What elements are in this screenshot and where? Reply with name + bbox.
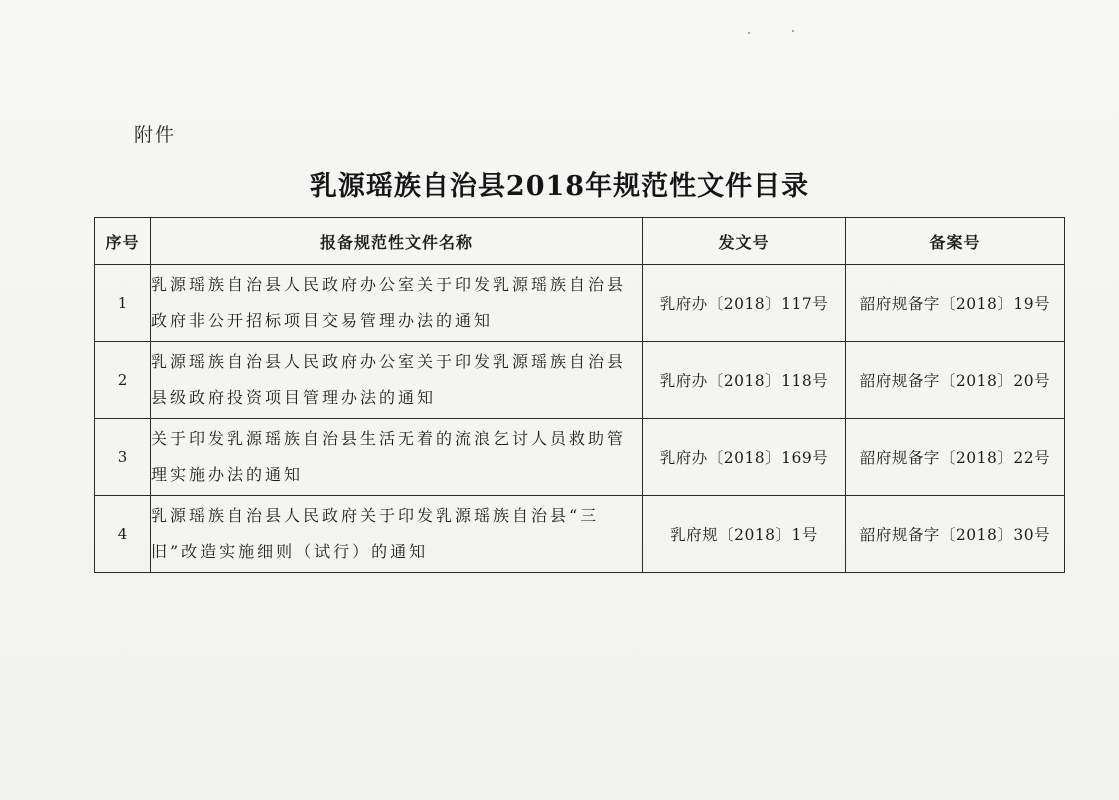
row-record-number: 韶府规备字〔2018〕20号 — [846, 342, 1065, 419]
row-issue-number: 乳府办〔2018〕169号 — [643, 419, 846, 496]
row-index: 2 — [95, 342, 151, 419]
row-index: 4 — [95, 496, 151, 573]
header-issue-number: 发文号 — [643, 218, 846, 265]
row-document-name: 乳源瑶族自治县人民政府办公室关于印发乳源瑶族自治县县级政府投资项目管理办法的通知 — [151, 342, 643, 419]
table-header-row — [95, 218, 1065, 265]
header-index: 序号 — [95, 218, 151, 265]
table-row — [95, 342, 1065, 419]
row-index: 3 — [95, 419, 151, 496]
row-issue-number: 乳府规〔2018〕1号 — [643, 496, 846, 573]
attachment-label: 附件 — [134, 124, 177, 146]
table-row — [95, 496, 1065, 573]
row-record-number: 韶府规备字〔2018〕30号 — [846, 496, 1065, 573]
row-record-number: 韶府规备字〔2018〕19号 — [846, 265, 1065, 342]
scan-speck — [748, 32, 750, 34]
document-title: 乳源瑶族自治县2018年规范性文件目录 — [309, 171, 810, 202]
row-record-number: 韶府规备字〔2018〕22号 — [846, 419, 1065, 496]
row-index: 1 — [95, 265, 151, 342]
row-issue-number: 乳府办〔2018〕118号 — [643, 342, 846, 419]
row-document-name: 关于印发乳源瑶族自治县生活无着的流浪乞讨人员救助管理实施办法的通知 — [151, 419, 643, 496]
row-issue-number: 乳府办〔2018〕117号 — [643, 265, 846, 342]
table-row — [95, 419, 1065, 496]
header-record-number: 备案号 — [846, 218, 1065, 265]
header-document-name: 报备规范性文件名称 — [151, 218, 643, 265]
normative-documents-table — [94, 217, 1065, 573]
row-document-name: 乳源瑶族自治县人民政府办公室关于印发乳源瑶族自治县政府非公开招标项目交易管理办法的通知 — [151, 265, 643, 342]
row-document-name: 乳源瑶族自治县人民政府关于印发乳源瑶族自治县“三旧”改造实施细则（试行）的通知 — [151, 496, 643, 573]
table-row — [95, 265, 1065, 342]
scan-speck — [792, 30, 794, 32]
